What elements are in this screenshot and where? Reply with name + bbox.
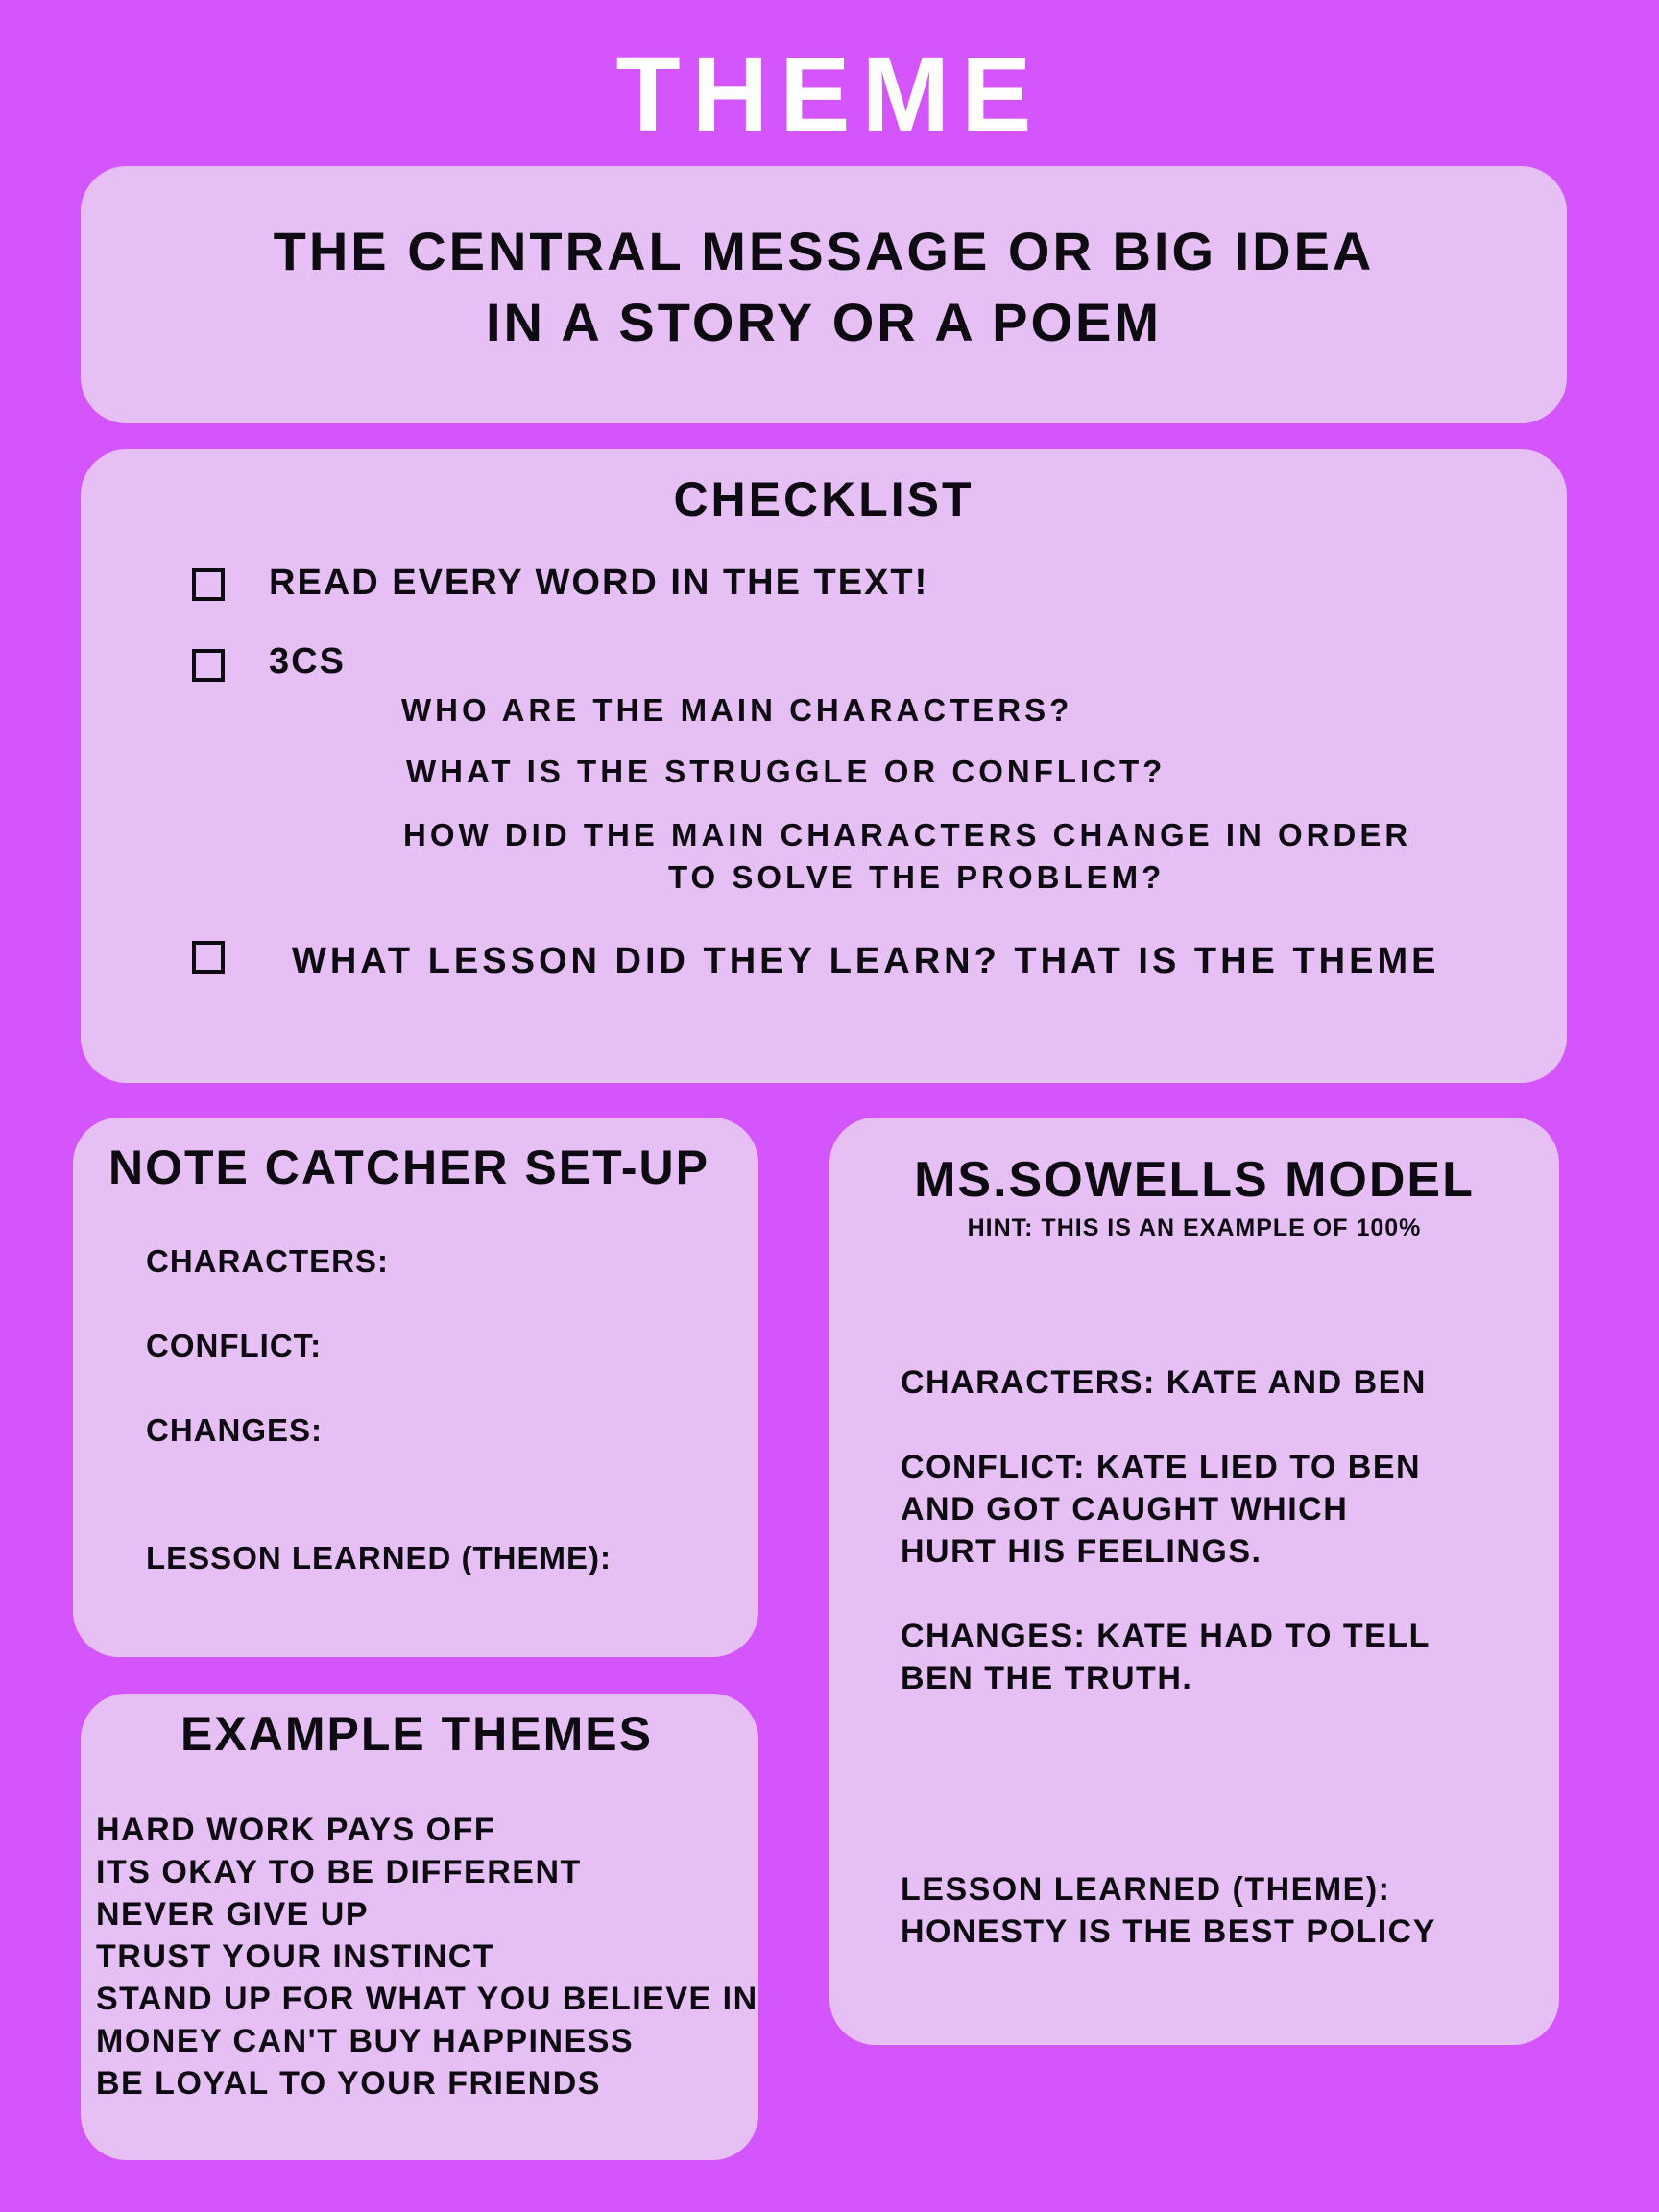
note-catcher-heading: NOTE CATCHER SET-UP (108, 1141, 709, 1194)
definition-text (81, 216, 1567, 358)
model-characters: CHARACTERS: KATE AND BEN (901, 1364, 1427, 1401)
note-catcher-conflict: CONFLICT: (146, 1328, 323, 1363)
list-item: BE LOYAL TO YOUR FRIENDS (96, 2065, 601, 2102)
example-themes-list (96, 1809, 758, 2104)
list-item: MONEY CAN'T BUY HAPPINESS (96, 2023, 635, 2059)
checklist-item-3cs: 3CS (269, 641, 346, 682)
note-catcher-lesson: LESSON LEARNED (THEME): (146, 1540, 612, 1575)
list-item: NEVER GIVE UP (96, 1896, 370, 1933)
page-title: THEME (615, 36, 1044, 154)
model-changes-line-1: CHANGES: KATE HAD TO TELL (901, 1618, 1431, 1654)
checklist-sub-characters: WHO ARE THE MAIN CHARACTERS? (401, 692, 1073, 728)
list-item: STAND UP FOR WHAT YOU BELIEVE IN (96, 1981, 758, 2017)
model-conflict-line-2: AND GOT CAUGHT WHICH (901, 1491, 1349, 1527)
definition-card (81, 166, 1567, 423)
checkbox-lesson[interactable] (192, 941, 225, 974)
checkbox-3cs[interactable] (192, 649, 225, 682)
model-heading: MS.SOWELLS MODEL (914, 1152, 1475, 1208)
checklist-sub-change-line-1: HOW DID THE MAIN CHARACTERS CHANGE IN ORDER (403, 817, 1412, 853)
model-lesson-line-2: HONESTY IS THE BEST POLICY (901, 1913, 1436, 1950)
checklist-sub-change-line-2: TO SOLVE THE PROBLEM? (668, 859, 1166, 895)
model-lesson-line-1: LESSON LEARNED (THEME): (901, 1871, 1391, 1908)
checklist-heading: CHECKLIST (673, 472, 974, 526)
definition-line-1: THE CENTRAL MESSAGE OR BIG IDEA (273, 221, 1375, 281)
model-conflict-line-1: CONFLICT: KATE LIED TO BEN (901, 1449, 1422, 1485)
example-themes-heading: EXAMPLE THEMES (180, 1707, 653, 1761)
list-item: TRUST YOUR INSTINCT (96, 1938, 495, 1975)
model-hint: HINT: THIS IS AN EXAMPLE OF 100% (967, 1214, 1422, 1241)
checkbox-read-every-word[interactable] (192, 568, 225, 601)
list-item: HARD WORK PAYS OFF (96, 1812, 496, 1848)
definition-line-2: IN A STORY OR A POEM (485, 292, 1163, 352)
model-conflict-line-3: HURT HIS FEELINGS. (901, 1533, 1262, 1570)
list-item: ITS OKAY TO BE DIFFERENT (96, 1854, 582, 1890)
checklist-item-read-every-word: READ EVERY WORD IN THE TEXT! (269, 563, 929, 603)
checklist-item-lesson: WHAT LESSON DID THEY LEARN? THAT IS THE THEME (292, 941, 1440, 981)
note-catcher-changes: CHANGES: (146, 1412, 324, 1448)
model-changes-line-2: BEN THE TRUTH. (901, 1660, 1193, 1696)
note-catcher-characters: CHARACTERS: (146, 1243, 389, 1279)
checklist-sub-conflict: WHAT IS THE STRUGGLE OR CONFLICT? (406, 754, 1166, 789)
